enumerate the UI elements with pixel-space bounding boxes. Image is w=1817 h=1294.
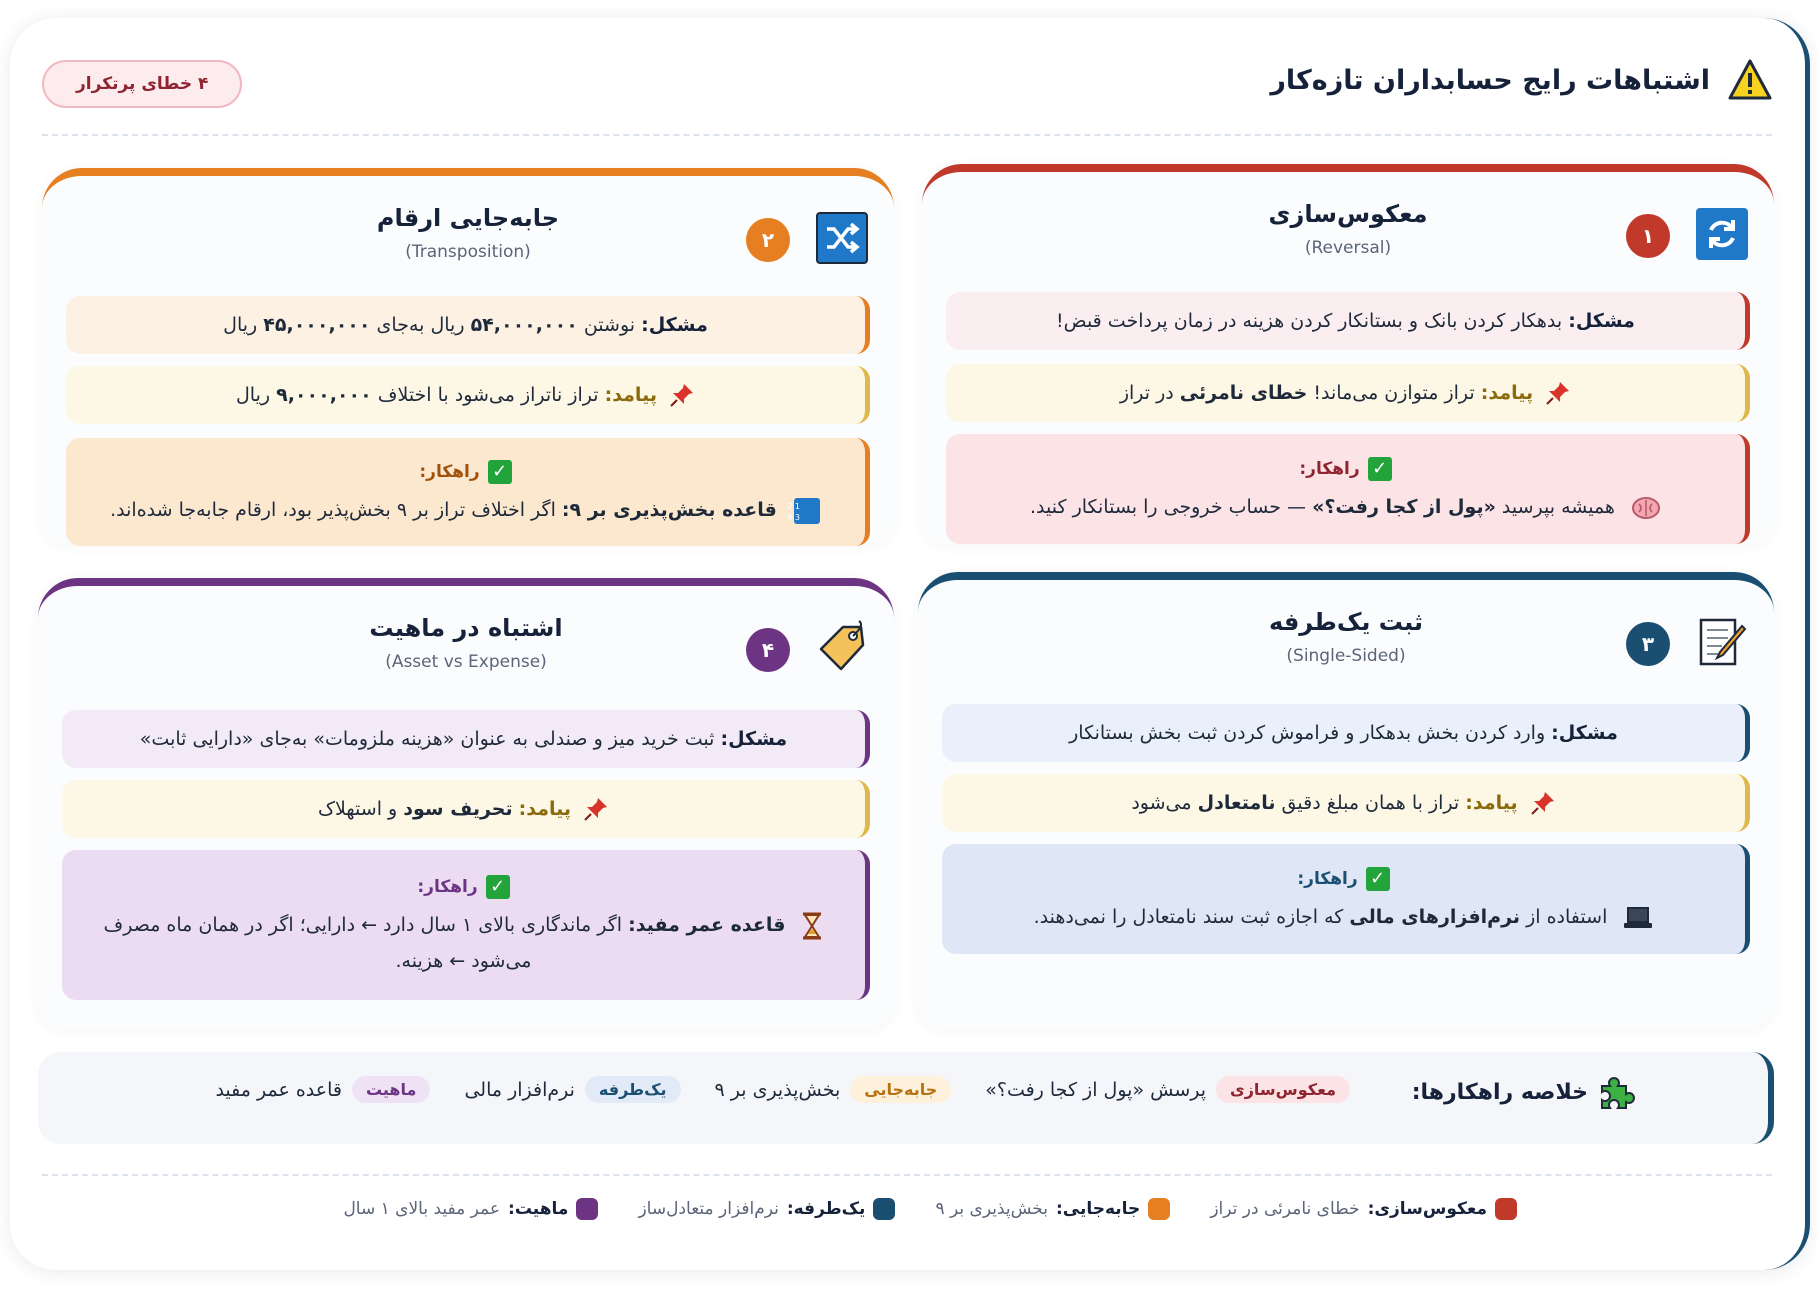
effect-text: تراز با همان مبلغ دقیق [1281,791,1460,814]
laptop-icon [1623,906,1653,930]
card-header [42,198,894,278]
card-single-sided [918,572,1774,1028]
card-nature [38,578,894,1028]
solution-box [62,850,870,1000]
effect-label: پیامد: [1465,791,1518,814]
effect-text-end: در تراز [1119,381,1174,404]
card-title: معکوس‌سازی [1268,200,1428,228]
solution-text: اگر ماندگاری بالای ۱ سال دارد ← دارایی؛ اگر در همان ماه مصرف می‌شود ← هزینه. [103,914,623,973]
card-subtitle: (Reversal) [1304,238,1392,258]
solution-text: استفاده از [1526,906,1608,929]
legend-swatch [873,1198,895,1220]
problem-box [946,292,1750,350]
card-subtitle: (Asset vs Expense) [385,652,547,672]
legend-name: معکوس‌سازی: [1367,1199,1487,1219]
numbers-icon [787,497,821,525]
effect-text-end: و استهلاک [317,797,398,820]
card-title: اشتباه در ماهیت [369,614,563,642]
effect-highlight: ۹,۰۰۰,۰۰۰ [276,383,372,406]
legend [343,1198,1517,1220]
solution-label: راهکار: [1299,458,1360,479]
legend-item-reversal [1210,1198,1517,1220]
solution-header [1297,863,1389,895]
solution-box [942,844,1750,954]
effect-text: تراز متوازن می‌ماند! [1313,381,1475,404]
error-count-badge: ۴ خطای پرتکرار [42,60,242,108]
effect-label: پیامد: [604,383,657,406]
legend-divider [42,1174,1772,1176]
summary-chip: معکوس‌سازی [1216,1076,1350,1103]
problem-text: ثبت خرید میز و صندلی به عنوان «هزینه ملزومات» به‌جای «دارایی ثابت» [139,727,715,750]
legend-swatch [1495,1198,1517,1220]
solution-label: راهکار: [417,876,478,897]
summary-item-reversal [985,1076,1350,1103]
problem-box [62,710,870,768]
legend-desc: عمر مفید بالای ۱ سال [343,1199,501,1219]
svg-text:1 2: 1 2 [787,501,800,511]
summary-bar [38,1052,1774,1144]
solution-text-end: — حساب خروجی را بستانکار کنید. [1030,496,1307,519]
summary-chip: یک‌طرفه [585,1076,681,1103]
summary-text: نرم‌افزار مالی [464,1078,575,1101]
solution-highlight: قاعده بخش‌پذیری بر ۹: [561,499,777,522]
summary-text: پرسش «پول از کجا رفت؟» [985,1078,1207,1101]
summary-text: بخش‌پذیری بر ۹ [714,1078,841,1101]
problem-box [942,704,1750,762]
card-number: ۱ [1626,214,1670,258]
legend-item-transposition [935,1198,1170,1220]
legend-desc: خطای نامرئی در تراز [1210,1199,1360,1219]
brain-icon [1631,495,1661,521]
pushpin-icon [1545,380,1571,406]
check-icon: ✓ [488,460,512,484]
header [42,58,1772,118]
legend-name: ماهیت: [508,1199,569,1219]
legend-item-single-sided [638,1198,895,1220]
legend-swatch [576,1198,598,1220]
summary-items [215,1076,1350,1103]
legend-swatch [1148,1198,1170,1220]
effect-box [62,780,870,838]
warning-icon [1728,58,1772,102]
solution-highlight: قاعده عمر مفید: [628,914,786,937]
summary-item-transposition [715,1076,952,1103]
card-header [38,608,894,688]
effect-text: تراز ناتراز می‌شود با اختلاف [377,383,599,406]
legend-name: یک‌طرفه: [786,1199,866,1219]
legend-desc: بخش‌پذیری بر ۹ [935,1199,1048,1219]
effect-highlight: خطای نامرئی [1179,381,1308,404]
page-title: اشتباهات رایج حسابداران تازه‌کار [1270,64,1710,96]
pushpin-icon [583,796,609,822]
card-number: ۲ [746,218,790,262]
summary-chip: جابه‌جایی [850,1076,951,1103]
check-icon: ✓ [1368,457,1392,481]
solution-highlight: «پول از کجا رفت؟» [1312,496,1496,519]
solution-header [417,871,509,903]
card-number: ۳ [1626,622,1670,666]
card-subtitle: (Single-Sided) [1286,646,1406,666]
title-group [1270,58,1772,102]
card-title: جابه‌جایی ارقام [376,204,560,232]
legend-name: جابه‌جایی: [1055,1199,1141,1219]
problem-text-end: ریال [223,313,258,336]
check-icon: ✓ [486,875,510,899]
problem-text: وارد کردن بخش بدهکار و فراموش کردن ثبت بخش بستانکار [1069,721,1546,744]
solution-label: راهکار: [419,461,480,482]
solution-label: راهکار: [1297,868,1358,889]
solution-highlight: نرم‌افزارهای مالی [1349,906,1521,929]
card-header [918,602,1774,682]
hourglass-icon [801,912,823,940]
problem-amount-right: ۴۵,۰۰۰,۰۰۰ [263,313,371,336]
card-number: ۴ [746,628,790,672]
legend-item-nature [343,1198,598,1220]
card-header [922,194,1774,274]
effect-box [66,366,870,424]
effect-box [946,364,1750,422]
problem-label: مشکل: [720,727,788,750]
problem-label: مشکل: [641,313,708,336]
solution-text: همیشه بپرسید [1501,496,1615,519]
svg-text:3 4: 3 4 [787,512,800,522]
header-divider [42,134,1772,136]
summary-title: خلاصه راهکارها: [1411,1080,1588,1105]
pushpin-icon [669,382,695,408]
card-subtitle: (Transposition) [405,242,531,262]
summary-item-single-sided [464,1076,680,1103]
effect-box [942,774,1750,832]
solution-text-end: که اجازه ثبت سند نامتعادل را نمی‌دهند. [1033,906,1344,929]
card-title: ثبت یک‌طرفه [1269,608,1423,636]
effect-label: پیامد: [1480,381,1534,404]
effect-text-end: می‌شود [1131,791,1192,814]
check-icon: ✓ [1366,867,1390,891]
solution-box [66,438,870,546]
problem-amount-wrong: ۵۴,۰۰۰,۰۰۰ [470,313,578,336]
card-reversal [922,164,1774,544]
solution-header [1299,453,1391,485]
summary-item-nature [215,1076,430,1103]
problem-box [66,296,870,354]
problem-text: بدهکار کردن بانک و بستانکار کردن هزینه در زمان پرداخت قبض! [1056,309,1563,332]
effect-highlight: تحریف سود [403,797,513,820]
solution-box [946,434,1750,544]
effect-label: پیامد: [518,797,572,820]
puzzle-icon [1596,1074,1636,1114]
effect-text-end: ریال [236,383,271,406]
problem-label: مشکل: [1568,309,1635,332]
card-transposition [42,168,894,544]
effect-highlight: نامتعادل [1197,791,1276,814]
summary-text: قاعده عمر مفید [215,1078,342,1101]
problem-text-mid: ریال به‌جای [376,313,465,336]
summary-chip: ماهیت [352,1076,430,1103]
solution-header [419,456,511,488]
solution-text: اگر اختلاف تراز بر ۹ بخش‌پذیر بود، ارقام جابه‌جا شده‌اند. [110,499,556,522]
problem-label: مشکل: [1551,721,1618,744]
legend-desc: نرم‌افزار متعادل‌ساز [638,1199,779,1219]
pushpin-icon [1530,790,1556,816]
problem-text: نوشتن [583,313,636,336]
